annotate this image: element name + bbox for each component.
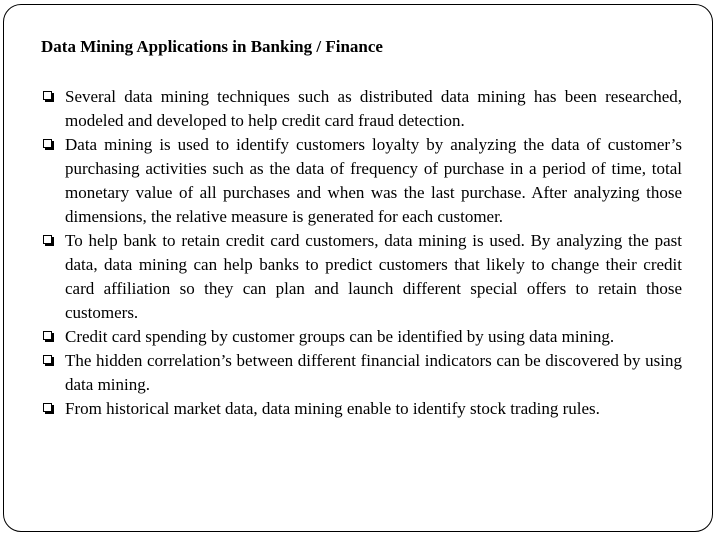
square-bullet-icon xyxy=(43,91,52,100)
slide-title: Data Mining Applications in Banking / Finance xyxy=(41,37,383,56)
square-bullet-icon xyxy=(43,355,52,364)
slide-frame xyxy=(3,4,713,532)
bullet-text: To help bank to retain credit card customers, data mining is used. By analyzing the past data, data mining can help banks to predict customers that likely to change their credit card affiliation so they can plan and launch different special offers to retain those customers. xyxy=(65,231,682,322)
list-item xyxy=(41,349,682,397)
bullet-text: Credit card spending by customer groups can be identified by using data mining. xyxy=(65,327,615,346)
square-bullet-icon xyxy=(43,331,52,340)
list-item xyxy=(41,133,682,229)
list-item xyxy=(41,85,682,133)
square-bullet-icon xyxy=(43,139,52,148)
bullet-text: From historical market data, data mining enable to identify stock trading rules. xyxy=(65,399,600,418)
list-item xyxy=(41,325,682,349)
list-item xyxy=(41,397,682,421)
bullet-list xyxy=(41,85,682,421)
bullet-text: Several data mining techniques such as distributed data mining has been researched, modeled and developed to help credit card fraud detection. xyxy=(65,87,682,130)
square-bullet-icon xyxy=(43,235,52,244)
bullet-text: The hidden correlation’s between different financial indicators can be discovered by using data mining. xyxy=(65,351,682,394)
list-item xyxy=(41,229,682,325)
square-bullet-icon xyxy=(43,403,52,412)
bullet-text: Data mining is used to identify customers loyalty by analyzing the data of customer’s purchasing activities such as the data of frequency of purchase in a period of time, total monetary value of all purchases and when was the last purchase. After analyzing those dimensions, the relative measure is generated for each customer. xyxy=(65,135,682,226)
